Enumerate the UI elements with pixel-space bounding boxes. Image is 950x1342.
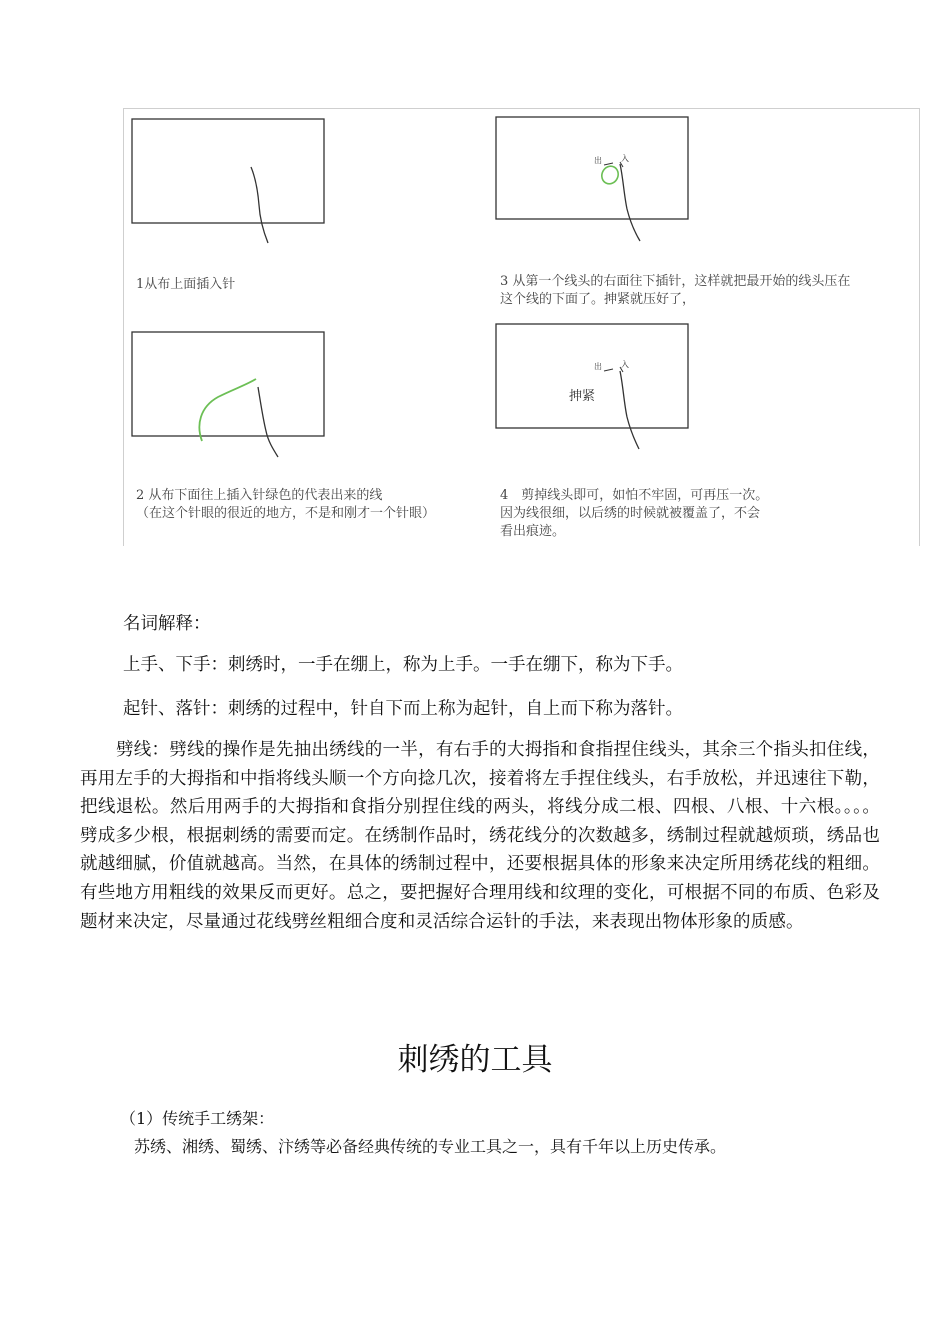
panel-1-frame [132, 119, 324, 223]
panel-2-black-thread [258, 387, 278, 457]
glossary-term-needle-up-down: 起针、落针：刺绣的过程中，针自下而上称为起针，自上而下称为落针。 [123, 699, 683, 719]
caption-step-4-line-3: 看出痕迹。 [500, 524, 566, 539]
panel-3-label-out: 出 [594, 156, 602, 165]
panel-2-green-thread [199, 379, 256, 441]
panel-4-label-in: 入 [621, 360, 629, 369]
caption-step-1: 1从布上面插入针 [136, 277, 236, 292]
caption-step-4-line-2: 因为线很细，以后绣的时候就被覆盖了，不会 [500, 506, 761, 521]
caption-step-4-line-1: 4 剪掉线头即可，如怕不牢固，可再压一次。 [500, 488, 769, 503]
panel-3-thread [620, 164, 640, 241]
panel-4-label-out: 出 [594, 362, 602, 371]
panel-4-arrow-left [604, 369, 613, 371]
panel-2-frame [132, 332, 324, 436]
caption-step-3-line-2: 这个线的下面了。抻紧就压好了， [500, 292, 696, 307]
panel-1-needle-thread [251, 167, 268, 243]
caption-step-2-line-1: 2 从布下面往上插入针绿色的代表出来的线 [136, 488, 383, 503]
glossary-term-thread-splitting: 劈线：劈线的操作是先抽出绣线的一半，有右手的大拇指和食指捏住线头，其余三个指头扣住线，再用左手的大拇指和中指将线头顺一个方向捻几次，接着将左手捏住线头，右手放松，并迅速往下勒，把线退松。然后用两手的大拇指和食指分别捏住线的两头，将线分成二根、四根、八根、十六根。。。。劈成多少根，根据刺绣的需要而定。在绣制作品时，绣花线分的次数越多，绣制过程就越烦琐，绣品也就越细腻，价值就越高。当然，在具体的绣制过程中，还要根据具体的形象来决定所用绣花线的粗细。有些地方用粗线的效果反而更好。总之，要把握好合理用线和纹理的变化，可根据不同的布质、色彩及题材来决定，尽量通过花线劈丝粗细合度和灵活综合运针的手法，来表现出物体形象的质感。 [80, 740, 880, 932]
glossary-term-upper-lower-hand: 上手、下手：刺绣时，一手在绷上，称为上手。一手在绷下，称为下手。 [123, 655, 683, 675]
tool-item-1-text: 苏绣、湘绣、蜀绣、汴绣等必备经典传统的专业工具之一，具有千年以上历史传承。 [134, 1137, 727, 1156]
tool-item-1-heading: （1）传统手工绣架： [120, 1109, 275, 1128]
stitch-diagram-svg [124, 109, 919, 546]
caption-step-3-line-1: 3 从第一个线头的右面往下插针，这样就把最开始的线头压在 [500, 274, 851, 289]
stitch-diagram-figure [123, 108, 920, 546]
panel-3-frame [496, 117, 688, 219]
panel-3-arrow-left [604, 163, 613, 165]
glossary-heading: 名词解释： [123, 614, 211, 634]
panel-4-thread [620, 371, 639, 449]
section-title: 刺绣的工具 [397, 1042, 553, 1078]
panel-4-frame [496, 324, 688, 428]
panel-4-label-tighten: 抻紧 [569, 389, 596, 404]
caption-step-2-line-2: （在这个针眼的很近的地方，不是和刚才一个针眼） [136, 506, 436, 521]
panel-3-green-loop [599, 163, 621, 186]
panel-3-label-in: 入 [621, 154, 629, 163]
